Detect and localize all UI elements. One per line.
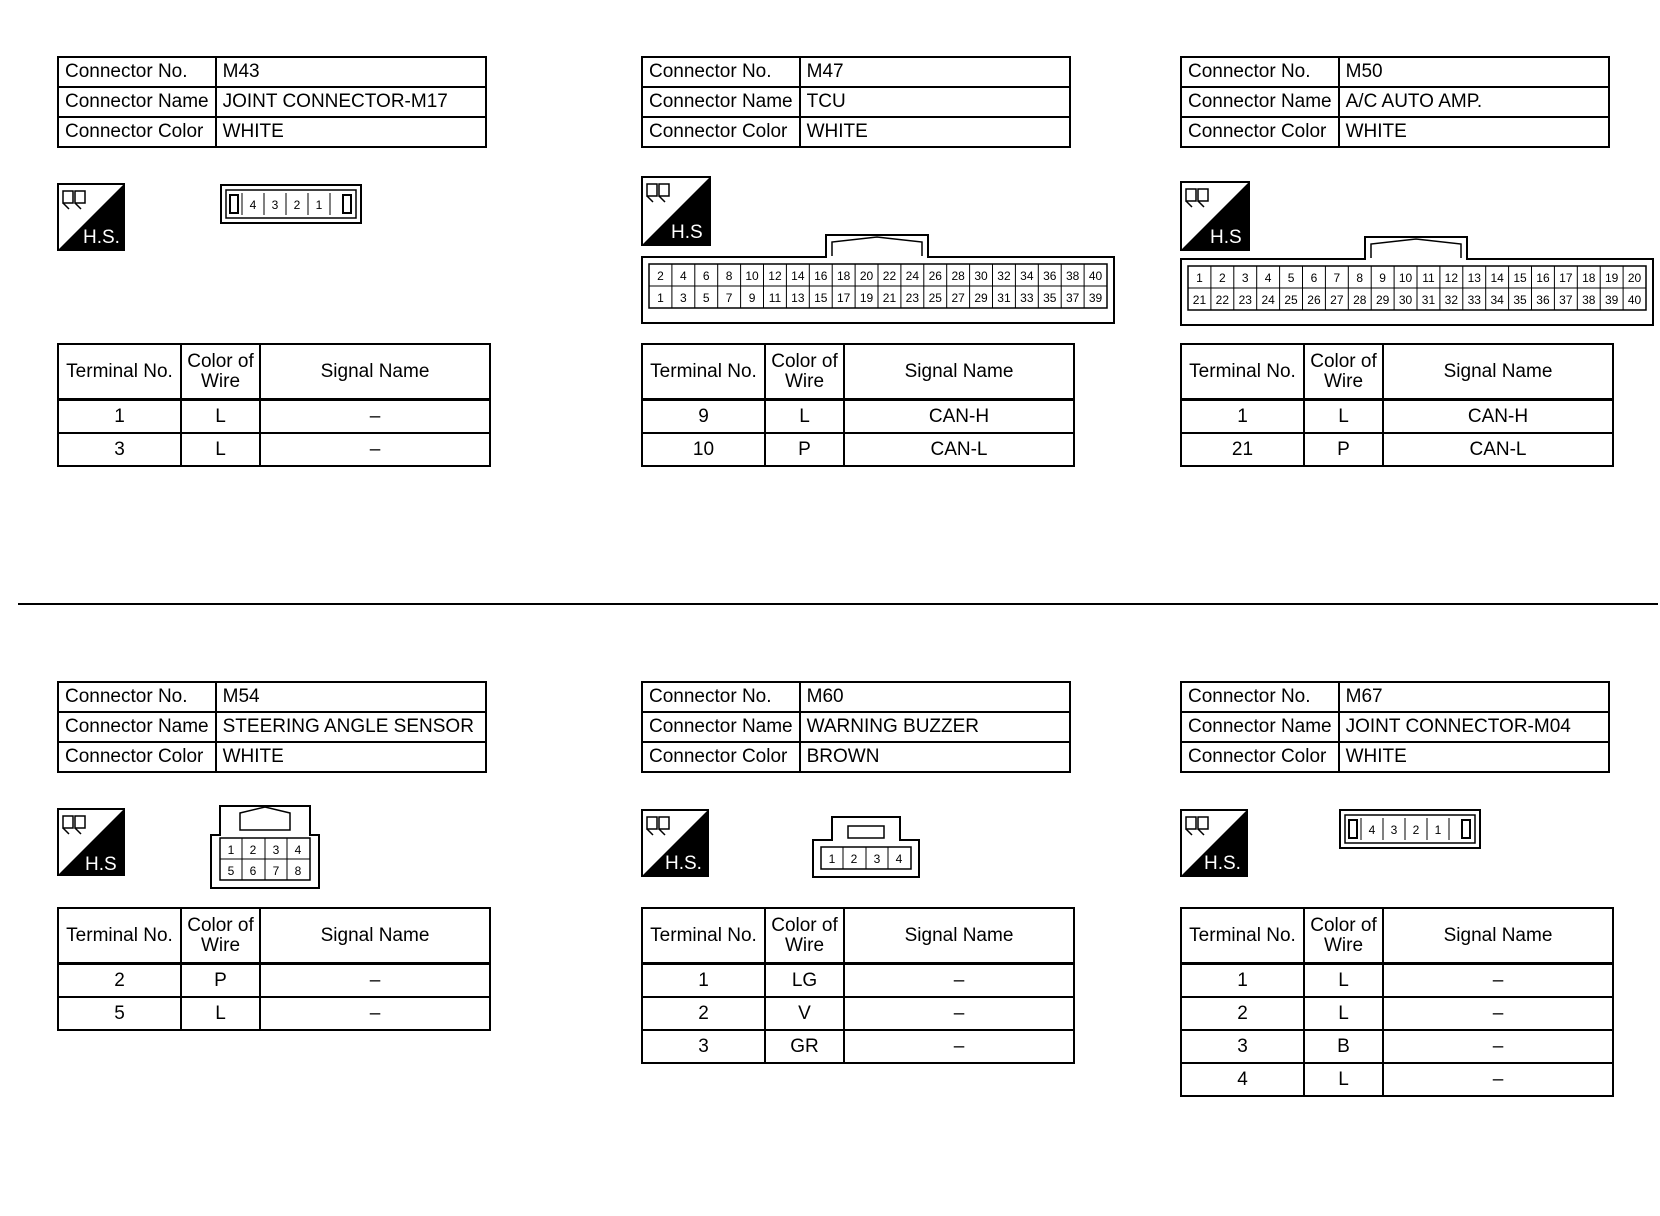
signal-name-header: Signal Name xyxy=(1383,908,1613,964)
pin-label: 1 xyxy=(315,198,323,212)
connector-no-value: M60 xyxy=(800,682,1070,712)
pin-label: 30 xyxy=(974,269,988,283)
pin-label: 4 xyxy=(680,269,687,283)
pin-label: 5 xyxy=(1287,271,1295,285)
connector-name-value: JOINT CONNECTOR-M17 xyxy=(216,87,486,117)
pin-label: 19 xyxy=(859,291,874,305)
signal-name-header: Signal Name xyxy=(844,344,1074,400)
pin-label: 1 xyxy=(657,291,664,305)
pin-label: 2 xyxy=(293,198,301,212)
pin-label: 11 xyxy=(1422,271,1435,285)
hs-label: H.S. xyxy=(83,227,120,248)
table-row: 3 GR – xyxy=(642,1030,1074,1063)
connector-color-label: Connector Color xyxy=(58,117,216,147)
wire-color-header: Color of Wire xyxy=(1304,344,1383,400)
connector-color-label: Connector Color xyxy=(58,742,216,772)
table-row: 10 P CAN-L xyxy=(642,433,1074,466)
table-row: 1 L – xyxy=(58,400,490,434)
pin-label: 18 xyxy=(836,269,851,283)
pin-label: 12 xyxy=(768,269,782,283)
connector-color-value: WHITE xyxy=(1339,117,1609,147)
pin-label: 2 xyxy=(657,269,664,283)
pin-label: 38 xyxy=(1065,269,1080,283)
hs-label: H.S. xyxy=(665,853,702,874)
connector-face xyxy=(641,234,1116,324)
pin-label: 3 xyxy=(1241,271,1249,285)
terminal-table xyxy=(641,907,1075,1064)
connector-color-value: WHITE xyxy=(216,742,486,772)
terminal-table xyxy=(57,343,491,467)
connector-name-value: JOINT CONNECTOR-M04 xyxy=(1339,712,1609,742)
connector-name-value: A/C AUTO AMP. xyxy=(1339,87,1609,117)
connector-name-label: Connector Name xyxy=(642,712,800,742)
connector-no-value: M67 xyxy=(1339,682,1609,712)
terminal-no-header: Terminal No. xyxy=(1181,908,1304,964)
pin-label: 6 xyxy=(249,864,257,878)
wire-color-header: Color of Wire xyxy=(181,344,260,400)
connector-block-m67 xyxy=(1180,681,1660,1201)
connector-name-value: STEERING ANGLE SENSOR xyxy=(216,712,486,742)
pin-label: 8 xyxy=(1356,271,1364,285)
pin-label: 30 xyxy=(1398,293,1413,307)
pin-label: 9 xyxy=(748,291,756,305)
pin-label: 27 xyxy=(1330,293,1344,307)
connector-color-value: WHITE xyxy=(216,117,486,147)
pin-label: 1 xyxy=(1196,271,1203,285)
table-row: 1 L – xyxy=(1181,964,1613,998)
hs-label: H.S xyxy=(1210,227,1242,248)
wire-color-header: Color of Wire xyxy=(765,344,844,400)
connector-name-label: Connector Name xyxy=(58,87,216,117)
pin-label: 4 xyxy=(294,843,302,857)
connector-no-label: Connector No. xyxy=(58,57,216,87)
terminal-table xyxy=(57,907,491,1031)
pin-label: 33 xyxy=(1020,291,1034,305)
connector-color-label: Connector Color xyxy=(1181,117,1339,147)
connector-face xyxy=(210,805,320,889)
pin-label: 2 xyxy=(1412,823,1420,837)
pin-label: 20 xyxy=(859,269,874,283)
pin-label: 4 xyxy=(895,852,903,866)
pin-label: 20 xyxy=(1627,271,1642,285)
table-row: 1 L CAN-H xyxy=(1181,400,1613,434)
hs-label: H.S xyxy=(671,222,703,243)
signal-name-header: Signal Name xyxy=(260,908,490,964)
connector-no-value: M47 xyxy=(800,57,1070,87)
connector-color-label: Connector Color xyxy=(642,117,800,147)
pin-label: 15 xyxy=(814,291,828,305)
connector-face xyxy=(220,184,362,226)
table-row: 2 V – xyxy=(642,997,1074,1030)
pin-label: 3 xyxy=(1390,823,1398,837)
connector-face xyxy=(1180,236,1655,326)
pin-label: 37 xyxy=(1559,293,1573,307)
pin-label: 24 xyxy=(905,269,920,283)
pin-label: 1 xyxy=(227,843,235,857)
pin-label: 7 xyxy=(272,864,280,878)
pin-label: 40 xyxy=(1088,269,1103,283)
pin-label: 36 xyxy=(1043,269,1057,283)
pin-label: 35 xyxy=(1513,293,1527,307)
connector-face xyxy=(1339,809,1481,851)
table-row: 5 L – xyxy=(58,997,490,1030)
pin-label: 3 xyxy=(680,291,687,305)
pin-label: 14 xyxy=(1490,271,1504,285)
connector-info-table xyxy=(641,56,1071,148)
pin-label: 6 xyxy=(1310,271,1318,285)
table-row: 21 P CAN-L xyxy=(1181,433,1613,466)
pin-label: 26 xyxy=(1307,293,1321,307)
terminal-table xyxy=(1180,343,1614,467)
connector-info-table xyxy=(641,681,1071,773)
pin-label: 2 xyxy=(850,852,858,866)
connector-block-m60 xyxy=(641,681,1241,1201)
connector-color-value: WHITE xyxy=(1339,742,1609,772)
pin-label: 3 xyxy=(271,198,279,212)
table-row: 4 L – xyxy=(1181,1063,1613,1096)
terminal-no-header: Terminal No. xyxy=(58,908,181,964)
pin-label: 12 xyxy=(1444,271,1459,285)
connector-block-m43 xyxy=(57,56,657,576)
pin-label: 8 xyxy=(294,864,302,878)
hs-label: H.S xyxy=(85,854,117,875)
pin-label: 25 xyxy=(928,291,942,305)
pin-label: 18 xyxy=(1582,271,1596,285)
pin-label: 29 xyxy=(974,291,988,305)
section-divider xyxy=(18,603,1658,605)
connector-no-label: Connector No. xyxy=(1181,57,1339,87)
connector-name-value: TCU xyxy=(800,87,1070,117)
terminal-no-header: Terminal No. xyxy=(642,908,765,964)
pin-label: 17 xyxy=(1559,271,1573,285)
connector-no-label: Connector No. xyxy=(1181,682,1339,712)
signal-name-header: Signal Name xyxy=(1383,344,1613,400)
connector-name-label: Connector Name xyxy=(1181,87,1339,117)
pin-label: 28 xyxy=(951,269,965,283)
harness-side-icon xyxy=(57,183,125,251)
pin-label: 16 xyxy=(814,269,828,283)
connector-block-m54 xyxy=(57,681,657,1201)
pin-label: 40 xyxy=(1627,293,1642,307)
harness-side-icon xyxy=(57,808,125,876)
connector-no-label: Connector No. xyxy=(642,57,800,87)
pin-label: 1 xyxy=(1434,823,1442,837)
pin-label: 10 xyxy=(745,269,759,283)
signal-name-header: Signal Name xyxy=(844,908,1074,964)
pin-label: 35 xyxy=(1043,291,1057,305)
pin-label: 32 xyxy=(1444,293,1459,307)
pin-label: 27 xyxy=(951,291,965,305)
pin-label: 13 xyxy=(1467,271,1481,285)
pin-label: 23 xyxy=(1238,293,1252,307)
pin-label: 26 xyxy=(928,269,942,283)
pin-label: 34 xyxy=(1020,269,1034,283)
terminal-no-header: Terminal No. xyxy=(642,344,765,400)
connector-no-label: Connector No. xyxy=(58,682,216,712)
pin-label: 22 xyxy=(1215,293,1230,307)
pin-label: 31 xyxy=(997,291,1011,305)
pin-label: 28 xyxy=(1353,293,1367,307)
connector-no-value: M50 xyxy=(1339,57,1609,87)
terminal-table xyxy=(641,343,1075,467)
pin-label: 13 xyxy=(791,291,805,305)
pin-label: 34 xyxy=(1490,293,1504,307)
table-row: 2 L – xyxy=(1181,997,1613,1030)
harness-side-icon xyxy=(1180,809,1248,877)
pin-label: 11 xyxy=(768,291,782,305)
table-row: 1 LG – xyxy=(642,964,1074,998)
pin-label: 33 xyxy=(1467,293,1481,307)
pin-label: 21 xyxy=(882,291,897,305)
pin-label: 1 xyxy=(828,852,836,866)
pin-label: 10 xyxy=(1398,271,1413,285)
pin-label: 38 xyxy=(1582,293,1596,307)
pin-label: 3 xyxy=(873,852,881,866)
pin-label: 37 xyxy=(1065,291,1080,305)
connector-face xyxy=(812,816,920,878)
pin-label: 19 xyxy=(1604,271,1619,285)
pin-label: 21 xyxy=(1192,293,1207,307)
pin-label: 4 xyxy=(1368,823,1376,837)
pin-label: 22 xyxy=(882,269,897,283)
connector-name-label: Connector Name xyxy=(642,87,800,117)
terminal-table xyxy=(1180,907,1614,1097)
pin-label: 17 xyxy=(836,291,851,305)
connector-no-label: Connector No. xyxy=(642,682,800,712)
connector-info-table xyxy=(1180,56,1610,148)
table-row: 2 P – xyxy=(58,964,490,998)
pin-label: 16 xyxy=(1536,271,1550,285)
pin-label: 39 xyxy=(1088,291,1103,305)
pin-label: 5 xyxy=(227,864,235,878)
wire-color-header: Color of Wire xyxy=(181,908,260,964)
pin-label: 14 xyxy=(791,269,805,283)
pin-label: 5 xyxy=(702,291,710,305)
connector-color-value: WHITE xyxy=(800,117,1070,147)
pin-label: 23 xyxy=(905,291,920,305)
connector-name-label: Connector Name xyxy=(1181,712,1339,742)
table-row: 3 L – xyxy=(58,433,490,466)
connector-no-value: M43 xyxy=(216,57,486,87)
pin-label: 6 xyxy=(702,269,710,283)
pin-label: 3 xyxy=(272,843,280,857)
pin-label: 29 xyxy=(1375,293,1390,307)
pin-label: 32 xyxy=(997,269,1011,283)
terminal-no-header: Terminal No. xyxy=(1181,344,1304,400)
signal-name-header: Signal Name xyxy=(260,344,490,400)
connector-color-label: Connector Color xyxy=(642,742,800,772)
connector-block-m47 xyxy=(641,56,1241,576)
table-row: 9 L CAN-H xyxy=(642,400,1074,434)
connector-name-value: WARNING BUZZER xyxy=(800,712,1070,742)
connector-name-label: Connector Name xyxy=(58,712,216,742)
pin-label: 2 xyxy=(249,843,257,857)
pin-label: 7 xyxy=(725,291,733,305)
wire-color-header: Color of Wire xyxy=(765,908,844,964)
pin-label: 9 xyxy=(1379,271,1386,285)
connector-info-table xyxy=(1180,681,1610,773)
connector-info-table xyxy=(57,681,487,773)
pin-label: 4 xyxy=(249,198,257,212)
wire-color-header: Color of Wire xyxy=(1304,908,1383,964)
pin-label: 8 xyxy=(725,269,733,283)
pin-label: 2 xyxy=(1219,271,1226,285)
pin-label: 24 xyxy=(1261,293,1275,307)
pin-label: 15 xyxy=(1513,271,1527,285)
connector-color-label: Connector Color xyxy=(1181,742,1339,772)
pin-label: 31 xyxy=(1421,293,1436,307)
pin-label: 39 xyxy=(1604,293,1619,307)
connector-block-m50 xyxy=(1180,56,1660,576)
terminal-no-header: Terminal No. xyxy=(58,344,181,400)
hs-label: H.S. xyxy=(1204,853,1241,874)
connector-no-value: M54 xyxy=(216,682,486,712)
pin-label: 25 xyxy=(1284,293,1298,307)
pin-label: 4 xyxy=(1264,271,1272,285)
table-row: 3 B – xyxy=(1181,1030,1613,1063)
connector-info-table xyxy=(57,56,487,148)
harness-side-icon xyxy=(641,809,709,877)
pin-label: 36 xyxy=(1536,293,1550,307)
connector-color-value: BROWN xyxy=(800,742,1070,772)
pin-label: 7 xyxy=(1333,271,1341,285)
